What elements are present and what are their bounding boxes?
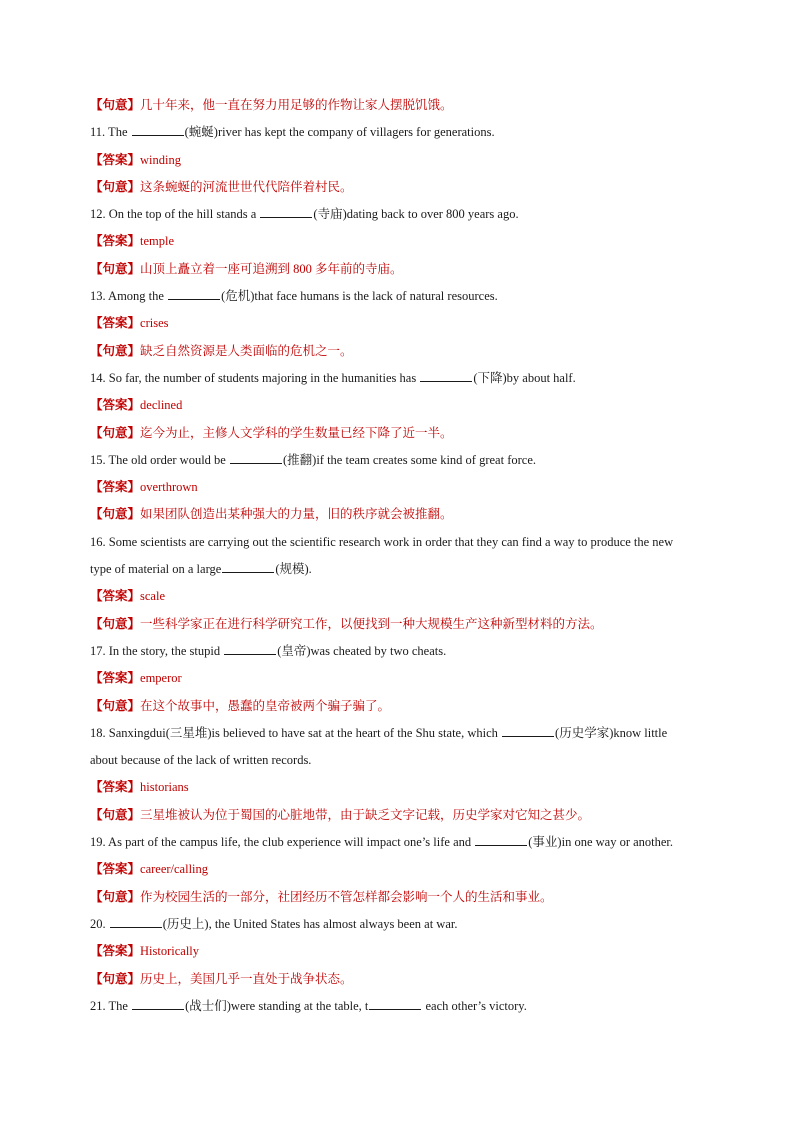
answer-blank [420,369,472,382]
answer-blank [132,997,184,1010]
answer-18: 【答案】historians [90,780,189,795]
question-17: 17. In the story, the stupid (皇帝)was cheated by two cheats. [90,643,447,658]
answer-12: 【答案】temple [90,234,175,249]
answer-blank [224,642,276,655]
answer-blank [502,724,554,737]
question-14: 14. So far, the number of students majoring in the humanities has (下降)by about half. [90,370,576,385]
answer-blank [369,997,421,1010]
question-16-continued: type of material on a large (规模). [90,562,312,577]
meaning-17: 【句意】在这个故事中，愚蠢的皇帝被两个骗子骗了。 [90,698,391,713]
answer-blank [222,560,274,573]
meaning-12: 【句意】山顶上矗立着一座可追溯到 800 多年前的寺庙。 [90,261,403,276]
meaning-tag: 【句意】 [90,98,141,112]
meaning-text: 几十年来，他一直在努力用足够的作物让家人摆脱饥饿。 [140,98,453,112]
answer-blank [475,833,527,846]
question-18: 18. Sanxingdui(三星堆)is believed to have sat at the heart of the Shu state, which (历史学家)know little [90,725,668,740]
answer-14: 【答案】declined [90,398,183,413]
meaning-13: 【句意】缺乏自然资源是人类面临的危机之一。 [90,343,353,358]
answer-blank [260,205,312,218]
meaning-20: 【句意】历史上，美国几乎一直处于战争状态。 [90,971,353,986]
meaning-line [90,92,730,119]
answer-11: 【答案】winding [90,152,181,167]
answer-19: 【答案】career/calling [90,862,209,877]
question-12: 12. On the top of the hill stands a (寺庙)dating back to over 800 years ago. [90,207,519,222]
answer-13: 【答案】crises [90,316,169,331]
meaning-15: 【句意】如果团队创造出某种强大的力量，旧的秩序就会被推翻。 [90,507,453,522]
question-15: 15. The old order would be (推翻)if the team creates some kind of great force. [90,452,537,467]
answer-blank [132,123,184,136]
question-16: 16. Some scientists are carrying out the scientific research work in order that they can find a way to produce the new [90,534,674,549]
question-18-continued: about because of the lack of written records. [90,753,312,768]
meaning-19: 【句意】作为校园生活的一部分，社团经历不管怎样都会影响一个人的生活和事业。 [90,889,553,904]
answer-blank [168,287,220,300]
meaning-14: 【句意】迄今为止，主修人文学科的学生数量已经下降了近一半。 [90,425,453,440]
question-19: 19. As part of the campus life, the club experience will impact one’s life and (事业)in one way or another. [90,835,674,850]
answer-17: 【答案】emperor [90,671,182,686]
question-21: 21. The (战士们)were standing at the table, t each other’s victory. [90,998,527,1013]
answer-20: 【答案】Historically [90,944,200,959]
answer-blank [230,451,282,464]
question-11: 11. The (蜿蜒)river has kept the company of villagers for generations. [90,125,495,140]
meaning-16: 【句意】一些科学家正在进行科学研究工作，以便找到一种大规模生产这种新型材料的方法。 [90,616,603,631]
meaning-11: 【句意】这条蜿蜒的河流世世代代陪伴着村民。 [90,179,353,194]
answer-15: 【答案】overthrown [90,480,198,495]
question-13: 13. Among the (危机)that face humans is the lack of natural resources. [90,289,498,304]
meaning-18: 【句意】三星堆被认为位于蜀国的心脏地带，由于缺乏文字记载，历史学家对它知之甚少。 [90,807,591,822]
exercise-list [90,92,730,1020]
answer-16: 【答案】scale [90,589,165,604]
answer-blank [110,915,162,928]
question-20: 20. (历史上), the United States has almost always been at war. [90,916,458,931]
